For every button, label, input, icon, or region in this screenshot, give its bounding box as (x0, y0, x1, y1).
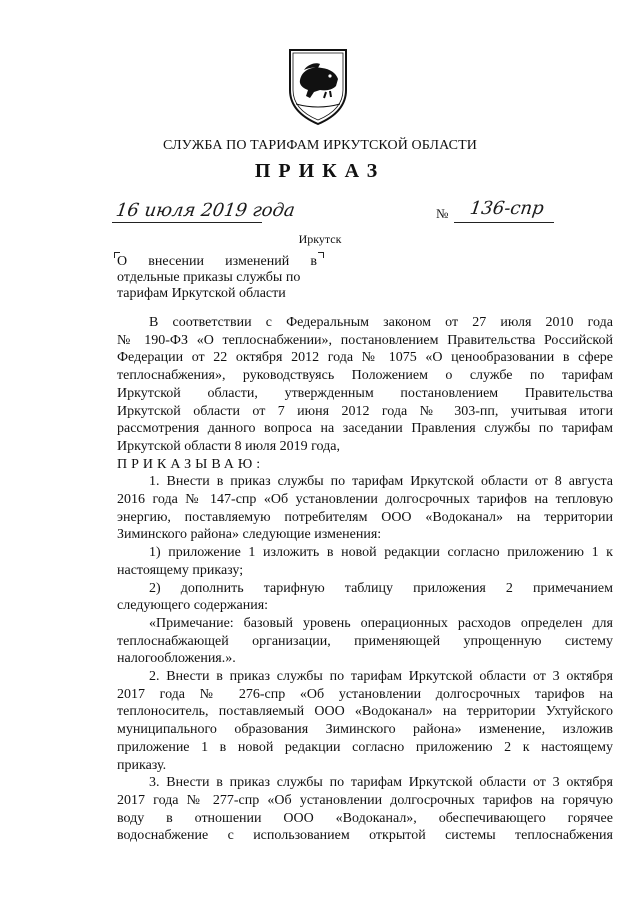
order-subject (117, 254, 317, 302)
body-line: Иркутской области 8 июля 2019 года, (117, 438, 340, 454)
body-line: В соответствии с Федеральным законом от 27 июля 2010 года (149, 315, 613, 330)
body-line: энергию, поставляемую потребителям ООО «Водоканал» на территории (117, 509, 613, 525)
body-line: 1. Внести в приказ службы по тарифам Иркутской области от 8 августа (149, 474, 613, 490)
number-sign: № (436, 206, 449, 221)
body-line: теплоснабжающей организации, применяющей упрощенную систему (117, 633, 613, 649)
order-number-handwritten: 136-спр (468, 198, 546, 219)
body-line: приложение 1 в новой редакции согласно приложению 2 к настоящему (117, 739, 613, 755)
body-line: 2016 года № 147-спр «Об установлении долгосрочных тарифов на тепловую (117, 492, 613, 508)
body-line: 1) приложение 1 изложить в новой редакции согласно приложению 1 к (149, 545, 613, 561)
body-line: налогообложения.». (117, 651, 236, 667)
order-directive: ПРИКАЗЫВАЮ: (117, 456, 265, 472)
body-line: 2017 года № 277-спр «Об установлении долгосрочных тарифов на горячую (117, 792, 613, 808)
coat-of-arms-icon (286, 46, 350, 126)
body-line: приказу. (117, 757, 167, 773)
body-line: «Примечание: базовый уровень операционных расходов определен для (149, 615, 613, 631)
agency-name: СЛУЖБА ПО ТАРИФАМ ИРКУТСКОЙ ОБЛАСТИ (163, 138, 477, 153)
date-underline (112, 222, 262, 223)
body-line: Федерации от 22 октября 2012 года № 1075 «О ценообразовании в сфере (117, 350, 613, 366)
body-line: Иркутской области, утвержденным постановлением Правительства (117, 385, 613, 401)
number-underline (454, 222, 554, 223)
body-line: теплоснабжения», руководствуясь Положением о службе по тарифам (117, 368, 613, 384)
subject-line: О внесении изменений в (117, 254, 317, 269)
body-line: водоснабжение с использованием открытой системы теплоснабжения (117, 828, 613, 844)
body-line: теплоноситель, поставляемый ООО «Водоканал» на территории Ухтуйского (117, 704, 613, 720)
body-line: рассмотрения данного вопроса на заседании Правления службы по тарифам (117, 421, 613, 437)
subject-line: отдельные приказы службы по (117, 270, 301, 285)
body-line: следующего содержания: (117, 598, 269, 614)
subject-line: тарифам Иркутской области (117, 286, 286, 301)
body-line: 3. Внести в приказ службы по тарифам Иркутской области от 3 октября (149, 775, 613, 791)
document-title: ПРИКАЗ (254, 160, 386, 182)
order-date-handwritten: 16 июля 2019 года (114, 200, 297, 221)
body-line: № 190-ФЗ «О теплоснабжении», постановлением Правительства Российской (117, 332, 613, 348)
subject-bracket-right (318, 252, 324, 258)
body-line: воду в отношении ООО «Водоканал», обеспечивающего горячее (117, 810, 613, 826)
city-name: Иркутск (298, 232, 342, 246)
body-line: 2. Внести в приказ службы по тарифам Иркутской области от 3 октября (149, 669, 613, 685)
body-line: Иркутской области от 7 июня 2012 года № 303-пп, учитывая итоги (117, 403, 613, 419)
body-line: 2) дополнить тарифную таблицу приложения 2 примечанием (149, 580, 613, 596)
body-line: муниципального образования Зиминского района» изменение, изложив (117, 722, 613, 738)
body-line: Зиминского района» следующие изменения: (117, 527, 382, 543)
body-line: настоящему приказу; (117, 562, 244, 578)
body-line: 2017 года № 276-спр «Об установлении долгосрочных тарифов на (117, 686, 613, 702)
order-body (117, 314, 613, 845)
